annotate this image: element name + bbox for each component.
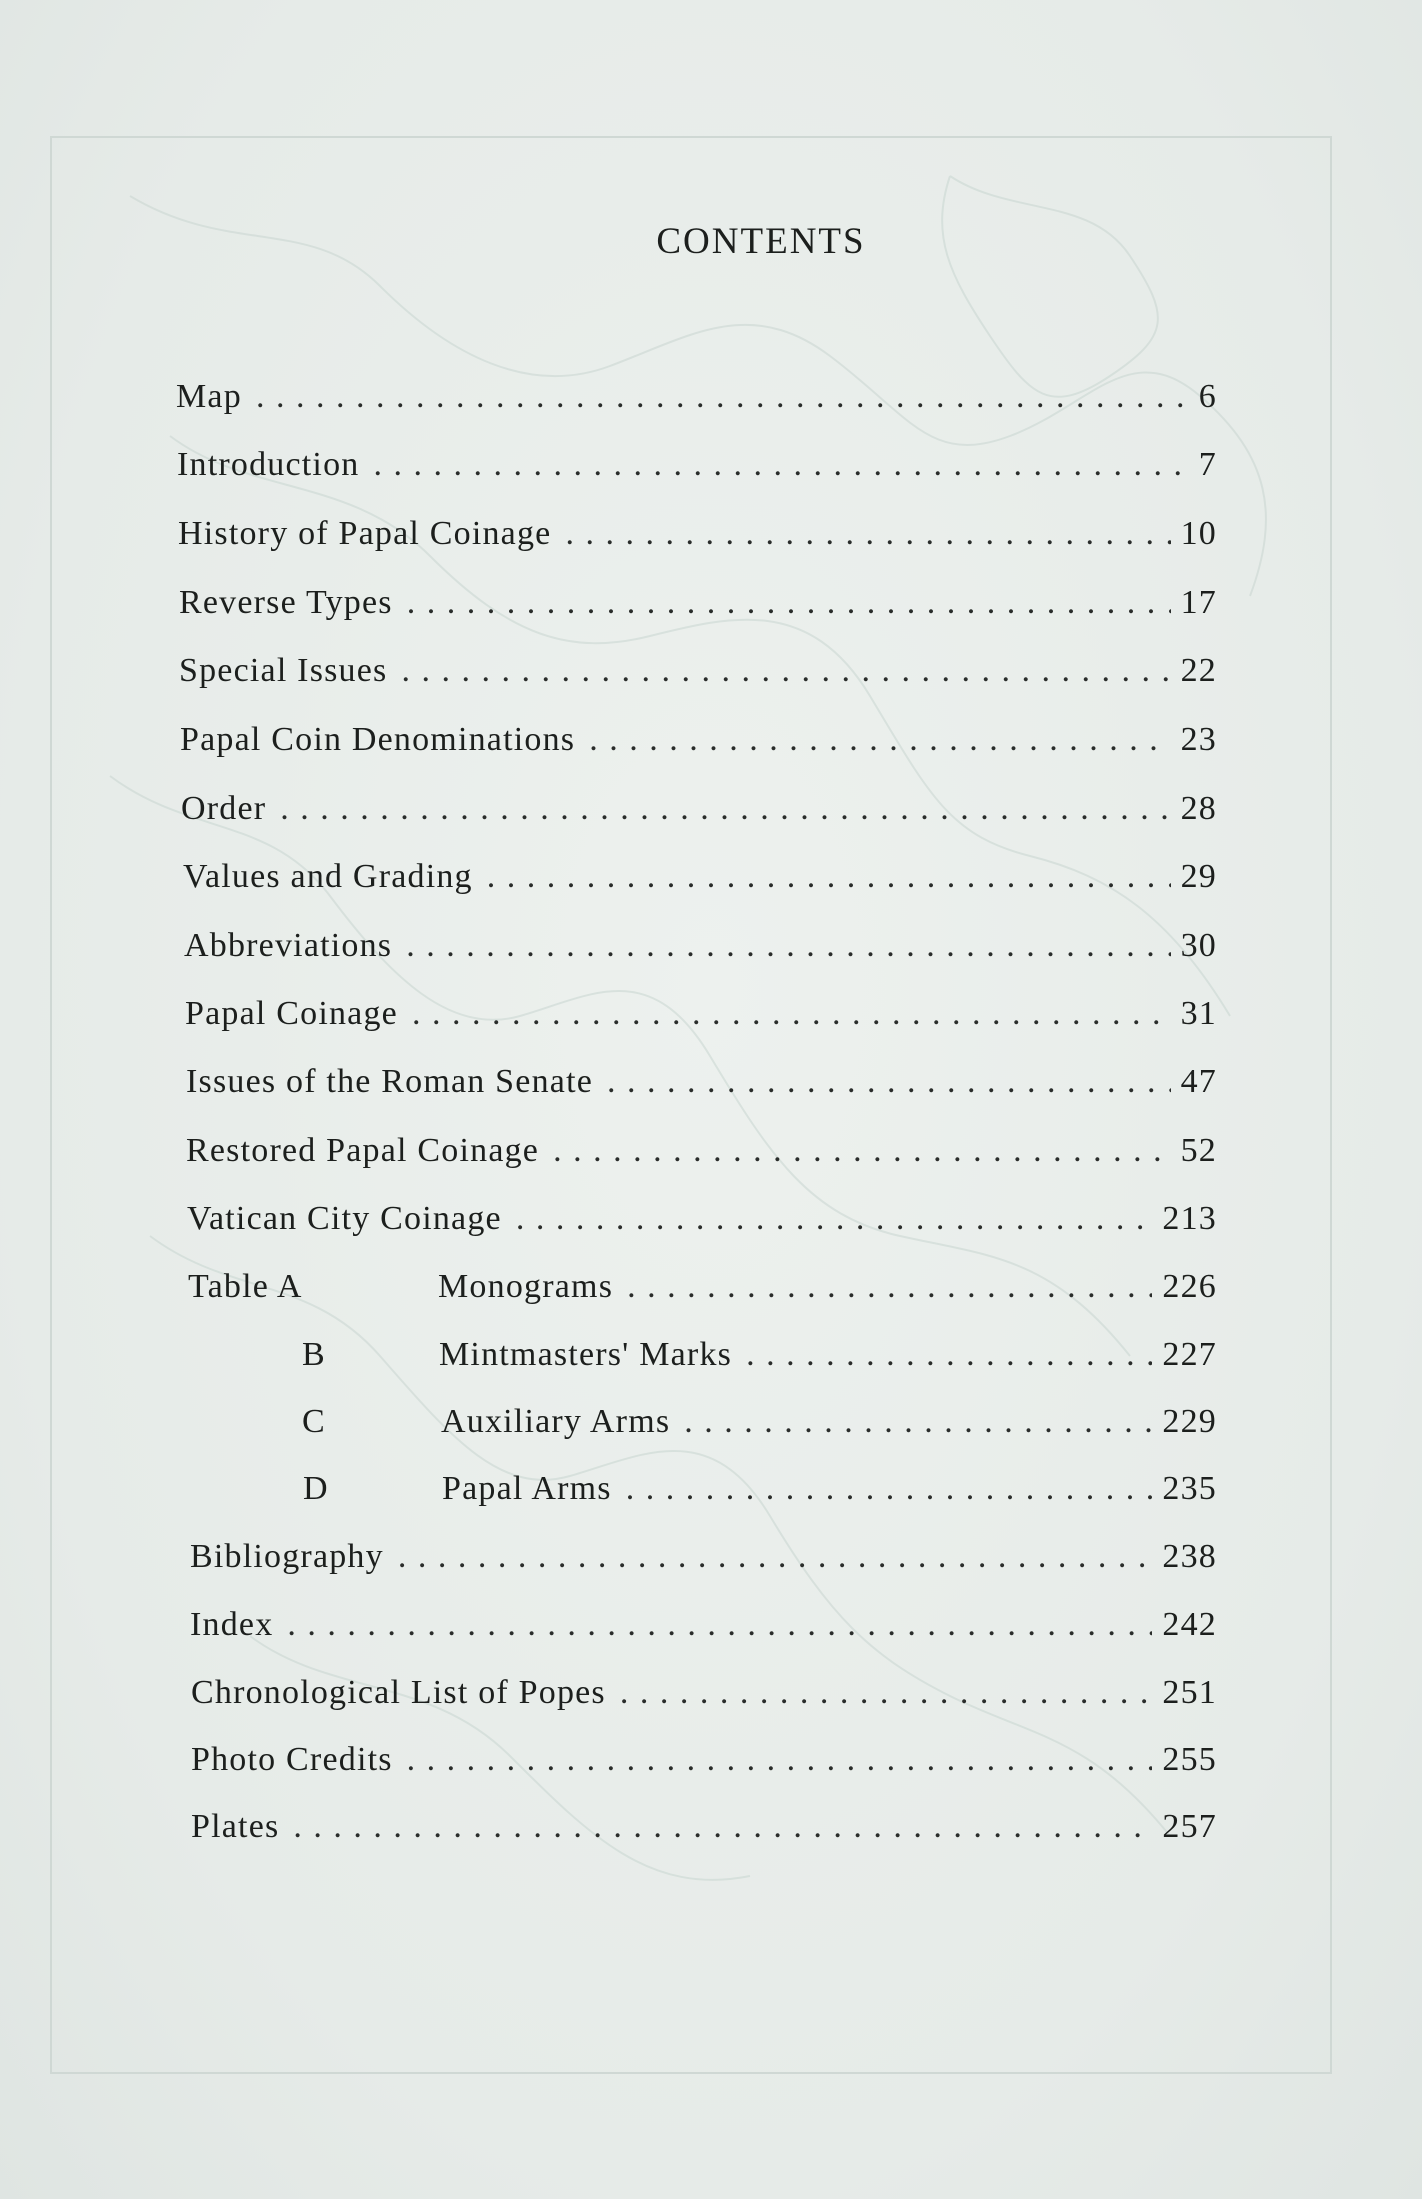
toc-entry-introduction[interactable]	[177, 446, 1217, 494]
toc-entry-values-and-grading[interactable]	[183, 858, 1217, 906]
toc-entry-table-c-auxiliary-arms[interactable]	[302, 1403, 1217, 1451]
toc-page-number: 255	[1162, 1741, 1217, 1778]
toc-leader-dots	[287, 1606, 1152, 1644]
toc-entry-chronological-list-of-popes[interactable]	[191, 1674, 1217, 1722]
toc-entry-label: Auxiliary Arms	[441, 1403, 671, 1440]
toc-leader-dots	[398, 1538, 1153, 1576]
toc-leader-dots	[256, 378, 1189, 416]
toc-entry-issues-of-the-roman-senate[interactable]	[186, 1063, 1217, 1111]
toc-leader-dots	[401, 652, 1170, 690]
toc-entry-photo-credits[interactable]	[191, 1741, 1217, 1789]
toc-page-number: 7	[1198, 446, 1217, 483]
toc-entry-label: Papal Coin Denominations	[180, 721, 576, 758]
toc-entry-label: Restored Papal Coinage	[186, 1132, 540, 1169]
toc-page-number: 213	[1162, 1200, 1217, 1237]
toc-page-number: 47	[1180, 1063, 1217, 1100]
toc-entry-papal-coinage[interactable]	[185, 995, 1217, 1043]
toc-page-number: 52	[1180, 1132, 1217, 1169]
toc-leader-dots	[487, 858, 1171, 896]
toc-entry-label: Introduction	[177, 446, 360, 483]
toc-entry-label: Map	[176, 378, 242, 415]
toc-entry-bibliography[interactable]	[190, 1538, 1217, 1586]
toc-leader-dots	[620, 1674, 1153, 1712]
toc-entry-label: Chronological List of Popes	[191, 1674, 606, 1711]
toc-page-number: 30	[1180, 927, 1217, 964]
toc-leader-dots	[407, 1741, 1153, 1779]
toc-entry-map[interactable]	[176, 378, 1217, 426]
toc-table-prefix: Table A	[188, 1268, 303, 1305]
toc-entry-label: Reverse Types	[179, 584, 393, 621]
toc-entry-label: Plates	[191, 1808, 280, 1845]
toc-leader-dots	[293, 1808, 1152, 1846]
toc-page-number: 31	[1180, 995, 1217, 1032]
toc-entry-label: Bibliography	[190, 1538, 384, 1575]
toc-leader-dots	[553, 1132, 1170, 1170]
toc-leader-dots	[412, 995, 1171, 1033]
toc-entry-label: History of Papal Coinage	[178, 515, 552, 552]
toc-entry-label: Vatican City Coinage	[187, 1200, 502, 1237]
toc-entry-label: Monograms	[438, 1268, 614, 1305]
toc-leader-dots	[627, 1268, 1152, 1306]
toc-entry-index[interactable]	[190, 1606, 1217, 1654]
toc-entry-plates[interactable]	[191, 1808, 1217, 1856]
toc-entry-history-of-papal-coinage[interactable]	[178, 515, 1217, 563]
toc-entry-label: Special Issues	[179, 652, 388, 689]
toc-page-number: 17	[1180, 584, 1217, 621]
toc-entry-vatican-city-coinage[interactable]	[187, 1200, 1217, 1248]
toc-entry-table-d-papal-arms[interactable]	[303, 1470, 1217, 1518]
toc-entry-label: Papal Arms	[442, 1470, 612, 1507]
toc-leader-dots	[280, 790, 1170, 828]
toc-entry-label: Values and Grading	[183, 858, 473, 895]
toc-page-number: 229	[1162, 1403, 1217, 1440]
toc-page-number: 10	[1180, 515, 1217, 552]
toc-page-number: 227	[1162, 1336, 1217, 1373]
toc-page-number: 29	[1180, 858, 1217, 895]
toc-entry-label: Mintmasters' Marks	[439, 1336, 733, 1373]
toc-entry-table-a-monograms[interactable]	[188, 1268, 1217, 1316]
toc-entry-papal-coin-denominations[interactable]	[180, 721, 1217, 769]
toc-entry-table-b-mintmasters-marks[interactable]	[302, 1336, 1217, 1384]
toc-entry-label: Papal Coinage	[185, 995, 398, 1032]
toc-entry-label: Index	[190, 1606, 274, 1643]
toc-entry-order[interactable]	[181, 790, 1217, 838]
toc-leader-dots	[406, 927, 1170, 965]
toc-entry-special-issues[interactable]	[179, 652, 1217, 700]
toc-page-number: 251	[1162, 1674, 1217, 1711]
toc-entry-reverse-types[interactable]	[179, 584, 1217, 632]
toc-leader-dots	[746, 1336, 1152, 1374]
toc-leader-dots	[589, 721, 1170, 759]
toc-leader-dots	[373, 446, 1188, 484]
toc-table-prefix: C	[302, 1403, 326, 1440]
toc-leader-dots	[607, 1063, 1171, 1101]
toc-page-number: 235	[1162, 1470, 1217, 1507]
toc-page-number: 242	[1162, 1606, 1217, 1643]
toc-table-prefix: B	[302, 1336, 326, 1373]
toc-leader-dots	[684, 1403, 1152, 1441]
toc-entry-label: Order	[181, 790, 267, 827]
toc-entry-restored-papal-coinage[interactable]	[186, 1132, 1217, 1180]
toc-page-number: 23	[1180, 721, 1217, 758]
toc-page-number: 6	[1198, 378, 1217, 415]
toc-entry-label: Abbreviations	[184, 927, 393, 964]
toc-entry-label: Issues of the Roman Senate	[186, 1063, 594, 1100]
toc-page-number: 238	[1162, 1538, 1217, 1575]
toc-page-number: 226	[1162, 1268, 1217, 1305]
toc-leader-dots	[565, 515, 1170, 553]
toc-leader-dots	[626, 1470, 1153, 1508]
toc-entry-abbreviations[interactable]	[184, 927, 1217, 975]
toc-table-prefix: D	[303, 1470, 329, 1507]
toc-page-number: 28	[1180, 790, 1217, 827]
toc-page-number: 257	[1162, 1808, 1217, 1845]
toc-page-number: 22	[1180, 652, 1217, 689]
toc-entry-label: Photo Credits	[191, 1741, 393, 1778]
contents-heading: CONTENTS	[656, 221, 866, 262]
toc-leader-dots	[407, 584, 1171, 622]
toc-leader-dots	[516, 1200, 1153, 1238]
